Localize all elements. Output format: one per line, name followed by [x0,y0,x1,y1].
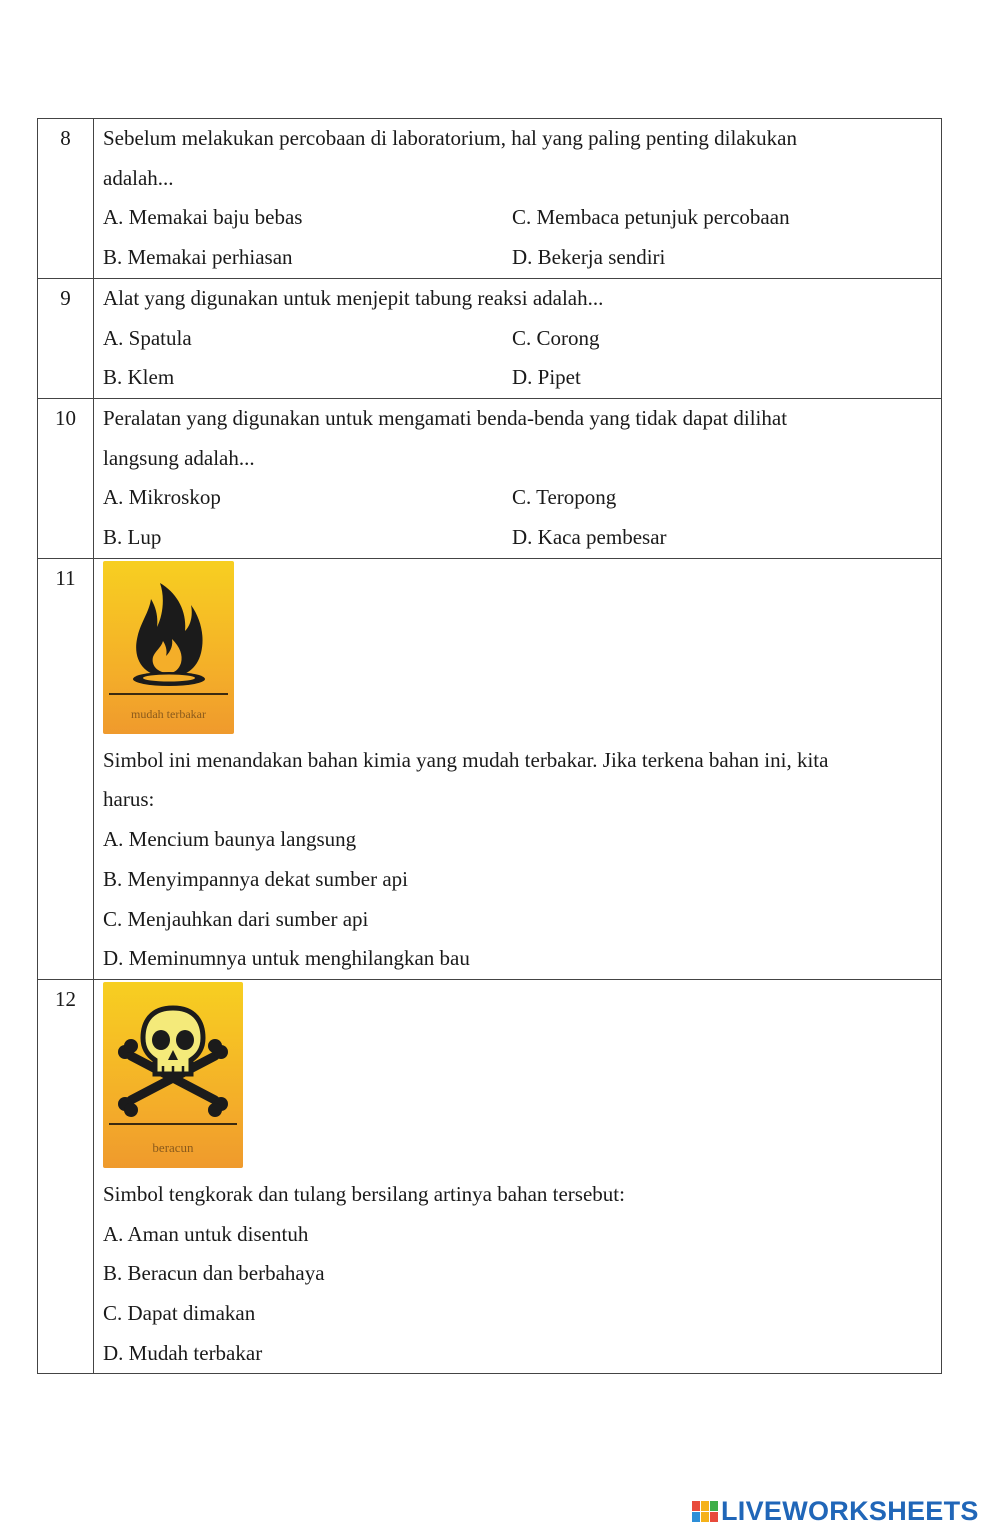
sign-caption: beracun [152,1139,194,1155]
option-d[interactable]: D. Mudah terbakar [103,1340,263,1365]
question-number: 9 [38,278,94,398]
flammable-icon [103,561,234,691]
question-text: harus: [103,787,155,812]
option-d[interactable]: D. Pipet [512,365,581,390]
question-body [94,979,942,1374]
toxic-sign [103,982,243,1168]
option-a[interactable]: A. Mencium baunya langsung [103,827,357,852]
skull-crossbones-icon [103,982,243,1122]
option-b[interactable]: B. Lup [103,525,162,550]
option-c[interactable]: C. Membaca petunjuk percobaan [512,205,790,230]
answer-options [103,198,933,277]
option-c[interactable]: C. Corong [512,325,600,350]
liveworksheets-logo[interactable] [692,1496,979,1527]
question-body [94,119,942,279]
question-row-10 [38,398,942,558]
option-a[interactable]: A. Spatula [103,325,192,350]
question-number: 10 [38,398,94,558]
question-number: 11 [38,558,94,979]
question-table [37,118,942,1374]
question-row-8 [38,119,942,279]
question-text: langsung adalah... [103,445,255,470]
sign-caption: mudah terbakar [131,706,206,721]
option-d[interactable]: D. Meminumnya untuk menghilangkan bau [103,946,470,971]
question-body [94,398,942,558]
question-text: Simbol ini menandakan bahan kimia yang mudah terbakar. Jika terkena bahan ini, kita [103,747,829,772]
question-number: 8 [38,119,94,279]
question-text: Alat yang digunakan untuk menjepit tabung reaksi adalah... [103,285,604,310]
question-number: 12 [38,979,94,1374]
question-body [94,558,942,979]
option-c[interactable]: C. Menjauhkan dari sumber api [103,906,369,931]
question-row-9 [38,278,942,398]
logo-blocks-icon [692,1501,718,1522]
logo-wordmark: LIVEWORKSHEETS [721,1496,979,1526]
question-text: Sebelum melakukan percobaan di laboratorium, hal yang paling penting dilakukan [103,126,797,150]
flammable-sign [103,561,234,734]
question-body [94,278,942,398]
option-c[interactable]: C. Teropong [512,485,617,510]
option-a[interactable]: A. Mikroskop [103,485,221,510]
option-a[interactable]: A. Memakai baju bebas [103,205,303,230]
option-c[interactable]: C. Dapat dimakan [103,1301,256,1326]
option-b[interactable]: B. Beracun dan berbahaya [103,1261,325,1286]
question-row-11 [38,558,942,979]
option-b[interactable]: B. Menyimpannya dekat sumber api [103,866,409,891]
option-b[interactable]: B. Memakai perhiasan [103,245,293,270]
question-text: Peralatan yang digunakan untuk mengamati benda-benda yang tidak dapat dilihat [103,405,788,430]
question-row-12 [38,979,942,1374]
sign-divider [109,1123,237,1125]
option-d[interactable]: D. Bekerja sendiri [512,245,666,270]
option-b[interactable]: B. Klem [103,365,175,390]
option-a[interactable]: A. Aman untuk disentuh [103,1221,309,1246]
answer-options [103,319,933,398]
option-d[interactable]: D. Kaca pembesar [512,525,667,550]
sign-divider [109,693,228,695]
question-text: adalah... [103,165,174,190]
answer-options [103,478,933,557]
question-text: Simbol tengkorak dan tulang bersilang artinya bahan tersebut: [103,1181,625,1206]
